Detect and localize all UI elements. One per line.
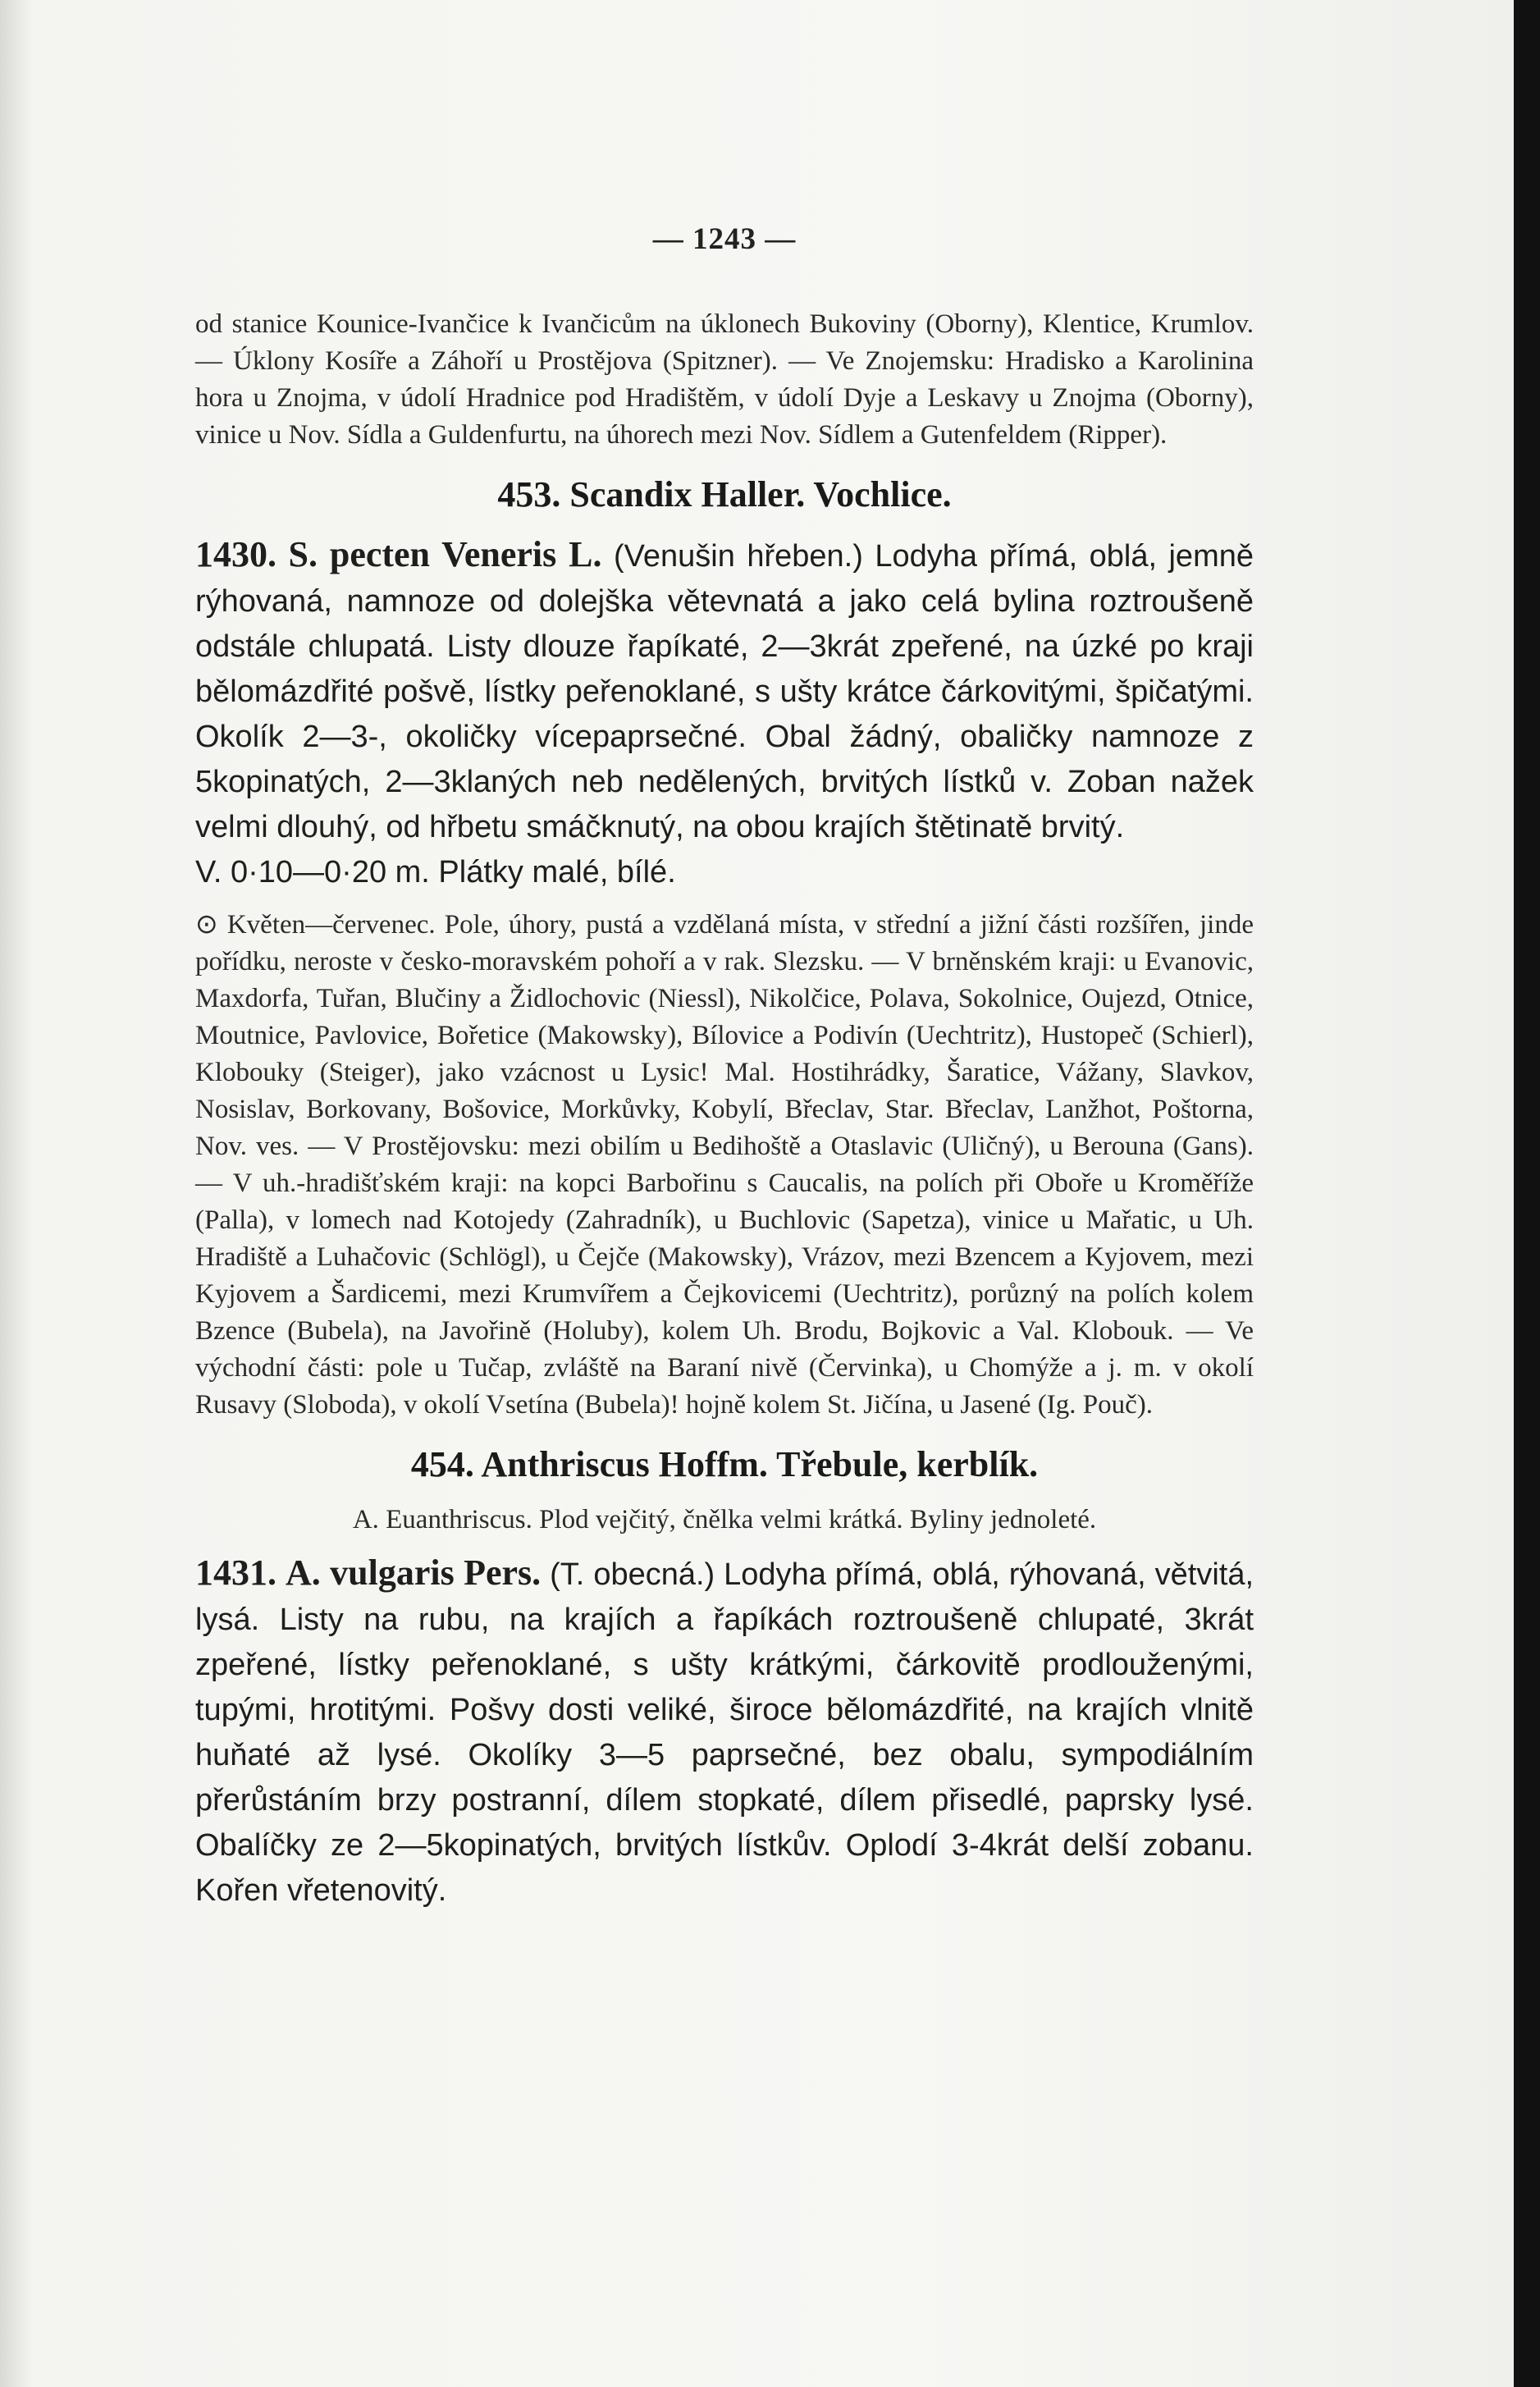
scan-dark-edge [1514, 0, 1540, 2387]
species-1430-description [195, 532, 1254, 850]
genus-453-heading: 453. Scandix Haller. Vochlice. [497, 474, 952, 514]
genus-454-note: A. Euanthriscus. Plod vejčitý, čnělka velmi krátká. Byliny jednoleté. [352, 1505, 1097, 1534]
page-number: — 1243 — [652, 222, 797, 256]
species-1430-distribution: ⊙ Květen—červenec. Pole, úhory, pustá a vzdělaná místa, v střední a jižní části rozšířen, jinde pořídku, neroste v česko-moravském pohoří a v rak. Slezsku. — V brněnském kraji: u Evanovic, Maxdorfa, Tuřan, Blučiny a Židlochovic (Niessl), Nikolčice, Polava, Sokolnice, Oujezd, Otnice, Moutnice, Pavlovice, Bořetice (Makowsky), Bílovice a Podivín (Uechtritz), Hustopeč (Schierl), Klobouky (Steiger), jako vzácnost u Lysic! Mal. Hostihrádky, Šaratice, Vážany, Slavkov, Nosislav, Borkovany, Bošovice, Morkůvky, Kobylí, Břeclav, Star. Břeclav, Lanžhot, Poštorna, Nov. ves. — V Prostějovsku: mezi obilím u Bedihoště a Otaslavic (Uličný), u Berouna (Gans). — V uh.-hradišťském kraji: na kopci Barbořinu s Caucalis, na polích při Oboře u Kroměříže (Palla), v lomech nad Kotojedy (Zahradník), u Buchlovic (Sapetza), vinice u Mařatic, u Uh. Hradiště a Luhačovic (Schlögl), u Čejče (Makowsky), Vrázov, mezi Bzencem a Kyjovem, mezi Kyjovem a Šardicemi, mezi Krumvířem a Čejkovicemi (Uechtritz), porůzný na polích kolem Bzence (Bubela), na Javořině (Holuby), kolem Uh. Brodu, Bojkovic a Val. Klobouk. — Ve východní části: pole u Tučap, zvláště na Baraní nivě (Červinka), u Chomýže a j. m. v okolí Rusavy (Sloboda), v okolí Vsetína (Bubela)! hojně kolem St. Jičína, u Jasené (Ig. Pouč). [195, 910, 1254, 1420]
text-column [195, 222, 1254, 1914]
species-1431-number: 1431. [195, 1552, 276, 1593]
species-1430-size-line: V. 0·10—0·20 m. Plátky malé, bílé. [195, 855, 676, 889]
species-1430-text: (Venušin hřeben.) Lodyha přímá, oblá, jemně rýhovaná, namnoze od dolejška větevnatá a jako celá bylina roztroušeně odstále chlupatá. Listy dlouze řapíkaté, 2—3krát zpeřené, na úzké po kraji bělomázdřité pošvě, lístky peřenoklané, s ušty krátce čárkovitými, špičatými. Okolík 2—3-, okoličky vícepaprsečné. Obal žádný, obaličky namnoze z 5kopinatých, 2—3klaných neb nedělených, brvitých lístků v. Zoban nažek velmi dlouhý, od hřbetu smáčknutý, na obou krajích štětinatě brvitý. [195, 539, 1254, 844]
species-1430-number: 1430. [195, 534, 276, 574]
genus-454-heading: 454. Anthriscus Hoffm. Třebule, kerblík. [410, 1444, 1039, 1484]
species-1431-name: A. vulgaris Pers. [285, 1552, 542, 1593]
intro-paragraph: od stanice Kounice-Ivančice k Ivančicům na úklonech Bukoviny (Oborny), Klentice, Krumlov. — Úklony Kosíře a Záhoří u Prostějova (Spitzner). — Ve Znojemsku: Hradisko a Karolinina hora u Znojma, v údolí Hradnice pod Hradištěm, v údolí Dyje a Leskavy u Znojma (Oborny), vinice u Nov. Sídla a Guldenfurtu, na úhorech mezi Nov. Sídlem a Gutenfeldem (Ripper). [195, 309, 1254, 450]
species-1431-text: (T. obecná.) Lodyha přímá, oblá, rýhovaná, větvitá, lysá. Listy na rubu, na krajích a řapíkách roztroušeně chlupaté, 3krát zpeřené, lístky peřenoklané, s ušty krátkými, čárkovitě prodlouženými, tupými, hrotitými. Pošvy dosti veliké, široce bělomázdřité, na krajích vlnitě huňaté až lysé. Okolíky 3—5 paprsečné, bez obalu, sympodiálním přerůstáním brzy postranní, dílem stopkaté, dílem přisedlé, paprsky lysé. Obalíčky ze 2—5kopinatých, brvitých lístkův. Oplodí 3-4krát delší zobanu. Kořen vřetenovitý. [195, 1557, 1254, 1908]
species-1430-name: S. pecten Veneris L. [288, 534, 602, 574]
species-1431-description [195, 1550, 1254, 1914]
